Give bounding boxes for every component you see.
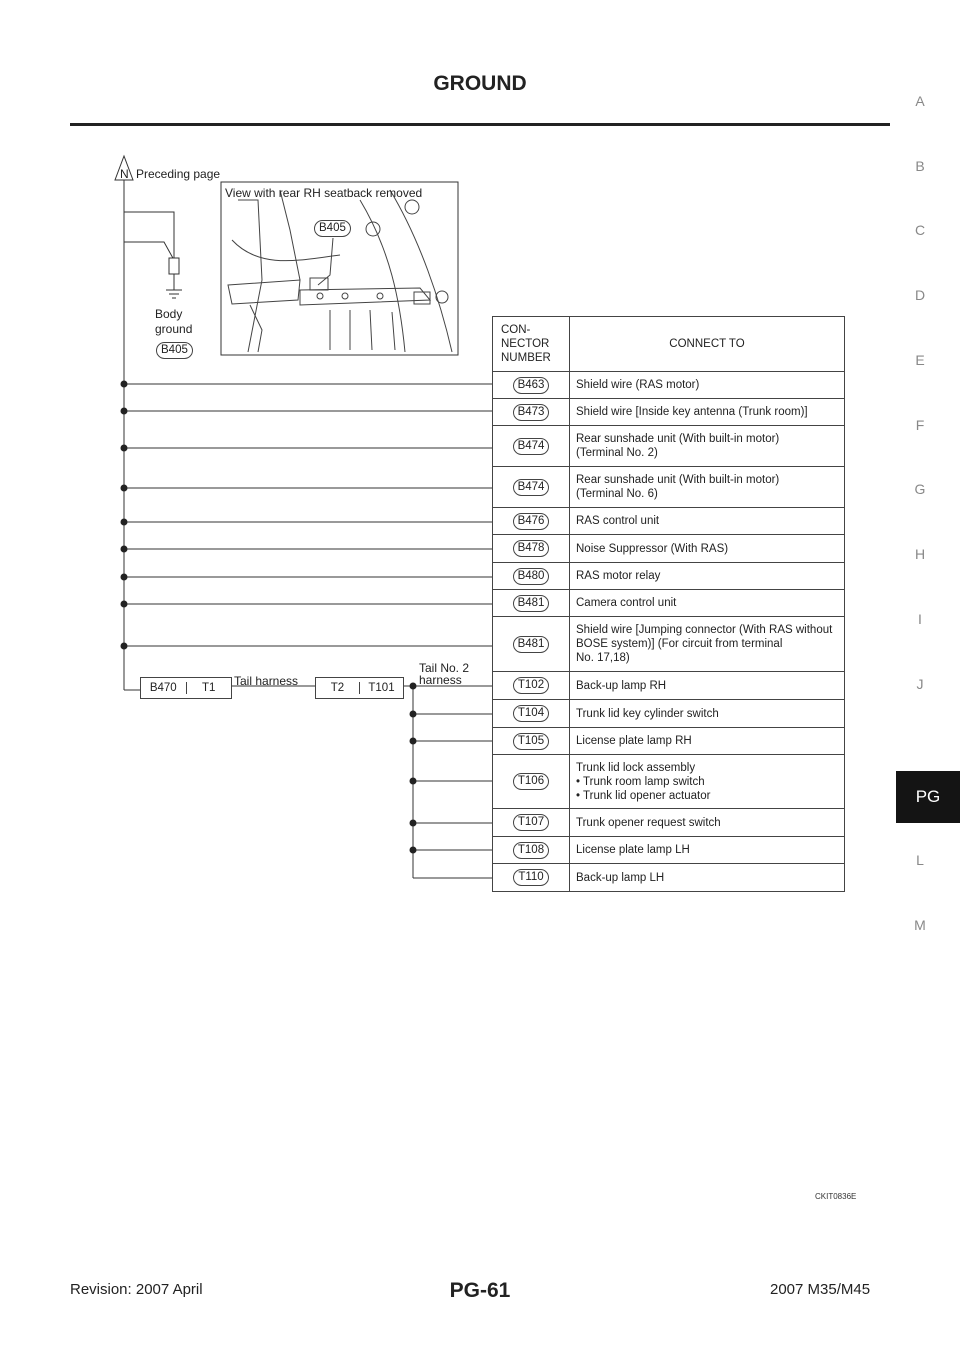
body-ground-connector: B405	[156, 340, 193, 359]
side-index-c[interactable]: C	[914, 222, 926, 238]
tail-no2-label-2: harness	[419, 673, 462, 687]
figure-id: CKIT0836E	[815, 1192, 857, 1201]
table-row: B474 Rear sunshade unit (With built-in motor) (Terminal No. 6)	[493, 467, 845, 508]
tail-harness-label: Tail harness	[234, 674, 299, 688]
col-header-connector: CON- NECTOR NUMBER	[493, 317, 570, 372]
table-row: T110 Back-up lamp LH	[493, 864, 845, 892]
col-header-connect-to: CONNECT TO	[570, 317, 845, 372]
table-row: B473 Shield wire [Inside key antenna (Trunk room)]	[493, 399, 845, 426]
table-row: B480 RAS motor relay	[493, 563, 845, 590]
view-caption: View with rear RH seatback removed	[225, 186, 423, 200]
table-row: T102 Back-up lamp RH	[493, 672, 845, 700]
table-row: T107 Trunk opener request switch	[493, 809, 845, 837]
tail-no2-label-1: Tail No. 2	[419, 661, 470, 675]
side-index-f[interactable]: F	[915, 417, 925, 433]
side-index-g[interactable]: G	[914, 481, 926, 497]
connector-t1: T1	[186, 682, 232, 694]
table-row: B478 Noise Suppressor (With RAS)	[493, 535, 845, 563]
side-index-pg-active[interactable]: PG	[896, 771, 960, 823]
side-index-b[interactable]: B	[915, 158, 925, 174]
tail-harness-right-connector	[315, 677, 404, 699]
page-title: GROUND	[433, 72, 527, 95]
table-row: B463 Shield wire (RAS motor)	[493, 372, 845, 399]
side-index-j[interactable]: J	[916, 676, 924, 692]
side-index-a[interactable]: A	[915, 93, 925, 109]
side-index-d[interactable]: D	[914, 287, 926, 303]
connector-table	[492, 316, 845, 892]
side-index-i[interactable]: I	[918, 611, 922, 627]
connector-t2: T2	[330, 682, 345, 694]
body-ground-label-1: Body	[155, 307, 183, 321]
photo-connector-b405: B405	[314, 218, 351, 237]
table-row: B481 Shield wire [Jumping connector (With RAS without BOSE system)] (For circuit from terminal No. 17,18)	[493, 617, 845, 672]
side-index-h[interactable]: H	[914, 546, 926, 562]
ground-terminal-icon	[169, 258, 179, 274]
tail-harness-left-connector	[140, 677, 232, 699]
table-row: T106 Trunk lid lock assembly • Trunk room lamp switch • Trunk lid opener actuator	[493, 755, 845, 809]
table-row: B481 Camera control unit	[493, 590, 845, 617]
footer-model: 2007 M35/M45	[770, 1281, 871, 1298]
connector-t101: T101	[359, 682, 403, 694]
side-index-m[interactable]: M	[914, 917, 926, 933]
table-row: T104 Trunk lid key cylinder switch	[493, 700, 845, 728]
side-index-e[interactable]: E	[915, 352, 925, 368]
table-row: T105 License plate lamp RH	[493, 728, 845, 755]
table-header-row	[493, 317, 845, 372]
table-row: B476 RAS control unit	[493, 508, 845, 535]
preceding-page-label: Preceding page	[136, 167, 221, 181]
footer-page-number: PG-61	[449, 1279, 511, 1302]
reference-mark: N	[120, 167, 129, 181]
footer-revision: Revision: 2007 April	[70, 1281, 203, 1298]
table-row: B474 Rear sunshade unit (With built-in motor) (Terminal No. 2)	[493, 426, 845, 467]
connector-b470: B470	[149, 682, 177, 694]
side-index-l[interactable]: L	[916, 852, 924, 868]
body-ground-label-2: ground	[155, 322, 193, 336]
table-row: T108 License plate lamp LH	[493, 837, 845, 864]
seatback-photo	[221, 182, 458, 355]
